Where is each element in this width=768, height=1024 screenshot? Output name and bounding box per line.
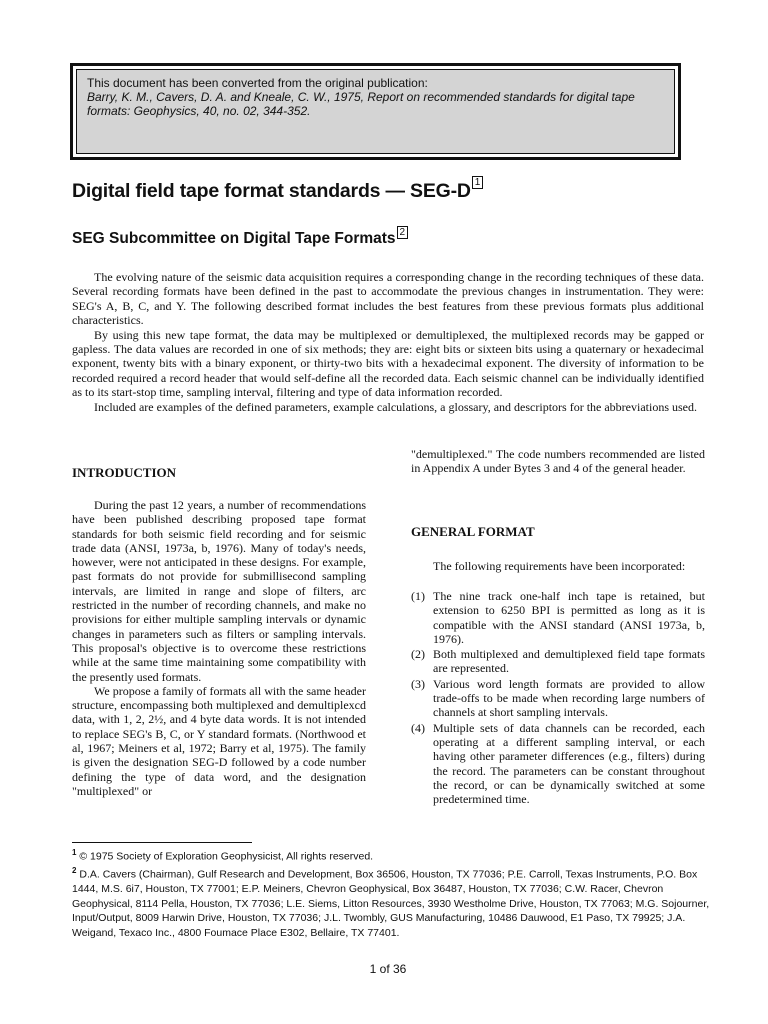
footnote-number: 1 bbox=[72, 848, 77, 857]
continuation-paragraph: "demultiplexed." The code numbers recommended are listed in Appendix A under Bytes 3 and 4 of the general header. bbox=[411, 447, 705, 476]
document-subtitle bbox=[72, 227, 408, 248]
requirement-text: The nine track one-half inch tape is retained, but extension to 6250 BPI is permitted as long as it is compatible with the ANSI standard (ANSI 1973a, b, 1976). bbox=[433, 589, 705, 646]
introduction-heading: INTRODUCTION bbox=[72, 465, 177, 480]
footnotes bbox=[72, 846, 712, 940]
requirement-number: (4) bbox=[411, 720, 425, 735]
requirements-list bbox=[411, 589, 705, 807]
requirement-item bbox=[411, 677, 705, 720]
right-column-continuation bbox=[411, 447, 705, 476]
abstract-paragraph: Included are examples of the defined parameters, example calculations, a glossary, and descriptors for the abbreviations used. bbox=[94, 399, 697, 414]
requirement-number: (2) bbox=[411, 647, 425, 662]
conversion-notice-citation: Barry, K. M., Cavers, D. A. and Kneale, C. W., 1975, Report on recommended standards for digital tape formats: Geophysics, 40, no. 02, 344-352. bbox=[87, 90, 635, 118]
footnote bbox=[72, 846, 712, 864]
title-footnote-ref[interactable]: 1 bbox=[472, 176, 483, 189]
subtitle-footnote-ref[interactable]: 2 bbox=[397, 226, 409, 239]
requirement-number: (1) bbox=[411, 589, 425, 603]
document-title-text: Digital field tape format standards — SEG-D bbox=[72, 180, 471, 202]
requirement-item bbox=[411, 589, 705, 646]
abstract-paragraph: The evolving nature of the seismic data acquisition requires a corresponding change in the recording techniques of these data. Several recording formats have been defined in the past to accommodate the previous changes in instrumentation. They were: SEG's A, B, C, and Y. The following described format includes the best features from these previous formats plus additional characteristics. bbox=[72, 270, 704, 328]
document-subtitle-text: SEG Subcommittee on Digital Tape Formats bbox=[72, 230, 396, 247]
footnote-divider bbox=[72, 842, 252, 843]
conversion-notice-content bbox=[76, 69, 675, 154]
requirement-item bbox=[411, 647, 705, 676]
introduction-body bbox=[72, 498, 366, 798]
introduction-paragraph: We propose a family of formats all with the same header structure, encompassing both multiplexed and demultiplexcd data, with 1, 2, 2½, and 4 byte data words. It is not intended to replace SEG's B, C, or Y standard formats. (Northwood et al, 1967; Meiners et al, 1972; Barry et al, 1975). The family is given the designation SEG-D followed by a code number defining the type of data word, and the designation "multiplexed" or bbox=[72, 683, 366, 798]
introduction-paragraph: During the past 12 years, a number of recommendations have been published describing proposed tape format standards for both seismic field recording and for seismic trade data (ANSI, 1973a, b, 1976). Many of today's needs, however, were not anticipated in these designs. For example, past formats do not provide for submillisecond sampling intervals, are limited in range and slope of filters, arc restricted in the number of recording channels, and make no provisions for either multiple sampling intervals or dynamic changes in parameters such as filters or sampling intervals. This proposal's objective is to overcome these restrictions while at the same time maintaining some compatibility with the presently used formats. bbox=[72, 498, 366, 684]
page-number: 1 of 36 bbox=[369, 962, 407, 976]
requirements-intro: The following requirements have been incorporated: bbox=[433, 559, 686, 573]
requirement-text: Various word length formats are provided to allow trade-offs to be made when recording large numbers of channels at short sampling intervals. bbox=[433, 676, 705, 720]
requirement-text: Multiple sets of data channels can be recorded, each operating at a different sampling interval, or each having other parameter differences (e.g., filters) during the record. The parameters can be constant throughout the record, or can be dynamically switched at some predetermined time. bbox=[433, 720, 705, 807]
requirement-text: Both multiplexed and demultiplexed field tape formats are represented. bbox=[433, 647, 705, 676]
footnote-number: 2 bbox=[72, 866, 77, 875]
requirement-item bbox=[411, 721, 705, 807]
footnote bbox=[72, 864, 712, 940]
abstract-paragraph: By using this new tape format, the data may be multiplexed or demultiplexed, the multiplexed records may be gapped or gapless. The data values are recorded in one of six methods; they are: eight bits or sixteen bits using a quaternary or hexadecimal exponent, twenty bits with a binary exponent, or thirty-two bits with a hexadecimal exponent. The diversity of information to be recorded required a record header that would self-define all the recorded data. Each seismic channel can be individually identified as to its start-stop time, sampling interval, filtering and type of data information recorded. bbox=[72, 327, 704, 400]
conversion-notice-line: This document has been converted from the original publication: bbox=[87, 76, 428, 90]
requirement-number: (3) bbox=[411, 676, 425, 691]
abstract bbox=[72, 270, 704, 414]
general-format-heading: GENERAL FORMAT bbox=[411, 524, 535, 539]
footnote-text: © 1975 Society of Exploration Geophysicist, All rights reserved. bbox=[79, 850, 374, 863]
document-title bbox=[72, 177, 483, 203]
footnote-text: D.A. Cavers (Chairman), Gulf Research and Development, Box 36506, Houston, TX 77036; P.E. Carroll, Texas Instruments, P.O. Box 1444, M.S. 6i7, Houston, TX 77001; E.P. Meiners, Chevron Geophysical, Box 36487, Houston, TX 77036; C.W. Racer, Chevron Geophysical, 8114 Pella, Houston, TX 77036; L.E. Siems, Litton Resources, 3930 Westholme Drive, Houston, TX 77063; M.G. Sojourner, Input/Output, 8009 Harwin Drive, Houston, TX 77036; J.L. Twombly, GUS Manufacturing, 10486 Dauwood, E1 Paso, TX 79925; J.A. Weigand, Texaco Inc., 4800 Foumace Place E302, Bellaire, TX 77401. bbox=[72, 868, 710, 939]
conversion-notice-box bbox=[70, 63, 681, 160]
